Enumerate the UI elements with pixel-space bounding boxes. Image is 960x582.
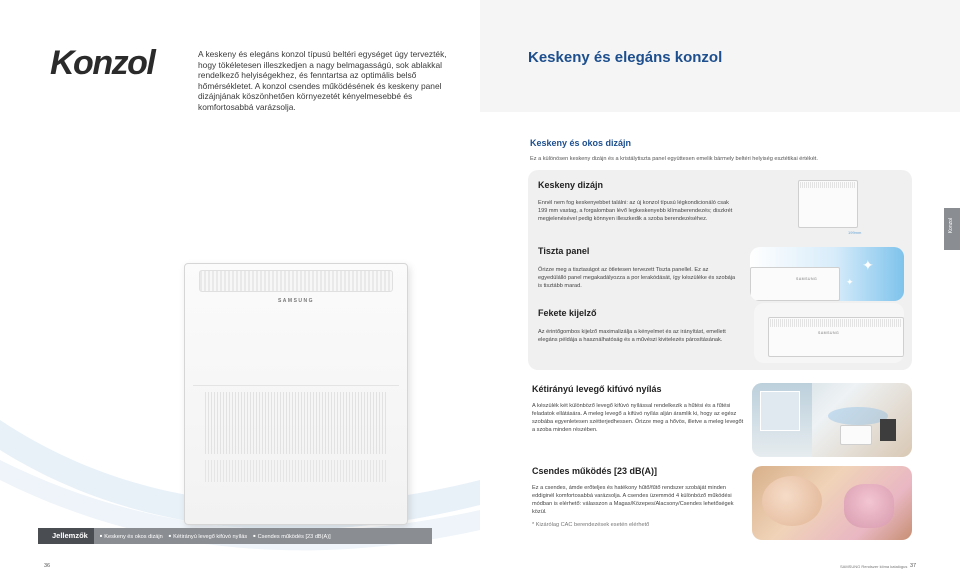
brand-footer: SAMSUNG Rendszer klíma katalógus	[840, 564, 908, 569]
sparkle-icon: ✦	[846, 277, 854, 287]
front-panel	[193, 306, 399, 386]
feature-item: ■ Csendes működés [23 dB(A)]	[253, 533, 331, 540]
console-unit-image	[184, 263, 408, 525]
features-bar	[38, 528, 432, 544]
unit-logo: SAMSUNG	[796, 277, 818, 281]
footnote: * Kizárólag CAC berendezések esetén elérhető	[532, 522, 650, 528]
subtitle: Keskeny és okos dizájn	[530, 138, 632, 148]
section-title-fekete: Fekete kijelző	[538, 308, 597, 318]
section-title-csendes: Csendes működés [23 dB(A)]	[532, 466, 658, 476]
unit-illustration	[840, 425, 872, 445]
section-title-ketiranyu: Kétirányú levegő kifúvó nyílás	[532, 384, 662, 394]
section-text-fekete: Az érintőgombos kijelző maximalizálja a kényelmet és az irányítást, emellett elegáns példája a használhatóság és a művészi kivitelezés párosításának.	[538, 329, 726, 343]
main-title: Keskeny és elegáns konzol	[528, 49, 723, 66]
clean-panel-image	[750, 247, 904, 301]
room-window	[760, 391, 800, 431]
side-tab-label: Konzol	[948, 218, 954, 234]
intro-text: A keskeny és elegáns konzol típusú beltéri egységet úgy tervezték, hogy tökéletesen illeszkedjen a nagy belmagasságú, sok ablakkal rendelkező helyiségekhez, és fenntartsa az optimális belső hőmérsékletet. A konzol csendes működésének és keskeny panel dizájnjának köszönhetően környezetét kényelmesebbé és komfortosabbá varázsolja.	[198, 49, 447, 112]
bottom-grille	[205, 392, 387, 454]
top-grille	[199, 270, 393, 292]
sparkle-icon: ✦	[862, 257, 874, 273]
sleeping-baby-image	[752, 466, 912, 540]
section-text-keskeny: Ennél nem fog keskenyebbet találni: az új konzol típusú légkondicionáló csak 199 mm vastag, a forgalomban lévő legkeskenyebb klímaberendezés; diszkrét megjelenésével pedig könnyen illeszkedik a szoba berendezéséhez.	[538, 200, 733, 222]
side-tab	[944, 208, 960, 250]
feature-item: ■ Kétirányú levegő kifúvó nyílás	[169, 533, 247, 540]
black-display-image	[754, 303, 904, 363]
unit-grille	[770, 319, 902, 327]
baby-face	[762, 476, 822, 526]
lower-grille	[205, 460, 387, 482]
features-label: Jellemzők	[38, 528, 94, 544]
feature-item: ■ Keskeny és okos dizájn	[100, 533, 163, 540]
section-text-ketiranyu: A készülék két különböző levegő kifúvó nyílással rendelkezik a hűtési és a fűtési feladatok ellátására. A meleg levegő a kifúvó nyílás alján áramlik ki, hogy az egész szobába egyenletesen szétterjedhessen. Őrizze meg a hővös, illetve a meleg levegőt a szoba minden részében.	[532, 403, 744, 433]
unit-logo: SAMSUNG	[818, 331, 840, 335]
section-text-tiszta: Őrizze meg a tisztaságot az ötletesen tervezett Tiszta panellel. Ez az egyedülálló panel megakadályozza a por lerakódását, így készüléke és szobája is tisztább marad.	[538, 267, 736, 289]
slim-unit-image	[790, 176, 900, 244]
page-title: Konzol	[50, 44, 155, 82]
room-airflow-image	[752, 383, 912, 457]
subtitle-description: Ez a különösen keskeny dizájn és a kristálytiszta panel együttesen emelik bármely beltéri helyiség esztétikai értékét.	[530, 156, 818, 162]
room-tv	[880, 419, 896, 441]
unit-logo: SAMSUNG	[277, 298, 315, 304]
plush-toy	[844, 484, 894, 528]
unit-illustration	[750, 267, 840, 301]
unit-grille	[800, 182, 856, 188]
page-number-right: 37	[910, 563, 917, 569]
airflow	[828, 407, 888, 425]
section-title-tiszta: Tiszta panel	[538, 246, 590, 256]
page-number-left: 36	[44, 563, 51, 569]
section-text-csendes: Ez a csendes, ámde erőteljes és hatékony hűtő/fűtő rendszer szobáját minden eddiginél komfortosabbá varázsolja. A csendes üzemmód 4 különböző működési módban is elérhető: válasszon a Magas/Közepes/Alacsony/Csendes lehetőségek közül.	[532, 485, 734, 515]
section-title-keskeny: Keskeny dizájn	[538, 180, 604, 190]
dimension-caption: 199mm	[848, 230, 862, 235]
